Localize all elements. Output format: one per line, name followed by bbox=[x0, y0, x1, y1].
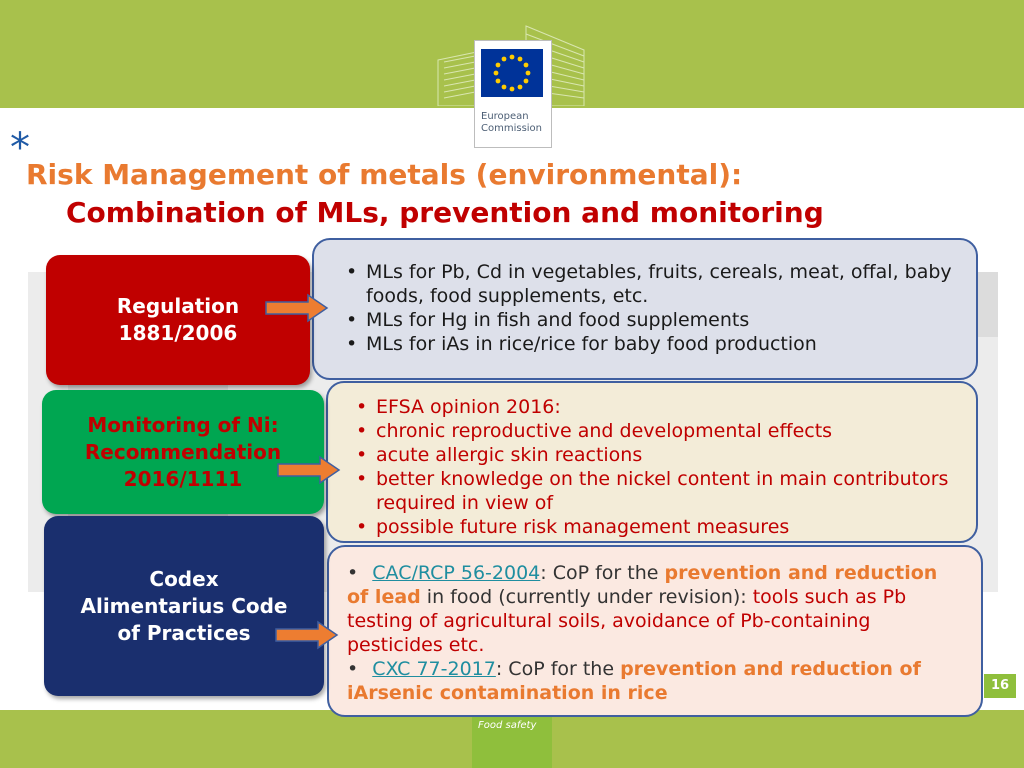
list-item: • MLs for iAs in rice/rice for baby food production bbox=[334, 332, 956, 356]
codex-item-1-highlight: prevention and reduction of lead bbox=[347, 562, 938, 608]
european-commission-logo bbox=[474, 40, 552, 148]
arrow-right-icon bbox=[274, 620, 340, 650]
regulation-label-line1: Regulation bbox=[116, 294, 240, 318]
footer-section-label: Food safety bbox=[478, 720, 537, 731]
page-number: 16 bbox=[984, 674, 1016, 698]
regulation-bullet-list bbox=[334, 260, 956, 356]
cac-rcp-link[interactable]: CAC/RCP 56-2004 bbox=[372, 562, 541, 584]
arrow-right-icon bbox=[276, 455, 342, 485]
regulation-label-line2: 1881/2006 bbox=[118, 321, 238, 345]
logo-line-2: Commission bbox=[481, 123, 543, 134]
list-item: • acute allergic skin reactions bbox=[344, 443, 960, 467]
list-item: • EFSA opinion 2016: bbox=[344, 395, 960, 419]
codex-item-2 bbox=[347, 657, 965, 705]
codex-label-line2: Alimentarius Code bbox=[80, 593, 288, 618]
codex-item-1-text-a: : CoP for the bbox=[540, 562, 665, 584]
eu-flag-icon bbox=[481, 49, 543, 97]
list-item: • possible future risk management measures bbox=[344, 515, 960, 539]
monitoring-label-line3: 2016/1111 bbox=[123, 466, 243, 491]
cxc-link[interactable]: CXC 77-2017 bbox=[372, 658, 496, 680]
codex-label-line1: Codex bbox=[149, 566, 219, 591]
codex-label-box bbox=[44, 516, 324, 696]
arrow-right-icon bbox=[264, 293, 330, 323]
codex-item-1-text-b: in food (currently under revision): bbox=[420, 586, 753, 608]
codex-item-2-text-a: : CoP for the bbox=[495, 658, 621, 680]
monitoring-label-line1: Monitoring of Ni: bbox=[87, 412, 279, 437]
codex-item-2-highlight: prevention and reduction of iArsenic contamination in rice bbox=[347, 658, 921, 704]
codex-details-box bbox=[327, 545, 983, 717]
codex-item-1-red-text: tools such as Pb testing of agricultural soils, avoidance of Pb-containing pesticides etc. bbox=[347, 586, 907, 656]
regulation-details-box bbox=[312, 238, 978, 380]
monitoring-details-box bbox=[326, 381, 978, 543]
codex-item-1 bbox=[347, 561, 965, 657]
monitoring-label-line2: Recommendation bbox=[84, 439, 282, 464]
bullet: • bbox=[347, 562, 359, 584]
list-item: • chronic reproductive and developmental effects bbox=[344, 419, 960, 443]
logo-text bbox=[475, 111, 551, 135]
list-item: • better knowledge on the nickel content in main contributors required in view of bbox=[344, 467, 960, 515]
list-item: • MLs for Hg in fish and food supplements bbox=[334, 308, 956, 332]
monitoring-label-box bbox=[42, 390, 324, 514]
page-subtitle: Combination of MLs, prevention and monitoring bbox=[66, 196, 824, 229]
list-item: • MLs for Pb, Cd in vegetables, fruits, cereals, meat, offal, baby foods, food supplements, etc. bbox=[334, 260, 956, 308]
logo-line-1: European bbox=[481, 111, 529, 122]
asterisk-bullet: * bbox=[10, 125, 30, 171]
bullet: • bbox=[347, 658, 359, 680]
monitoring-bullet-list bbox=[344, 395, 960, 539]
page-title: Risk Management of metals (environmental): bbox=[26, 158, 743, 191]
codex-label-line3: of Practices bbox=[117, 620, 251, 645]
